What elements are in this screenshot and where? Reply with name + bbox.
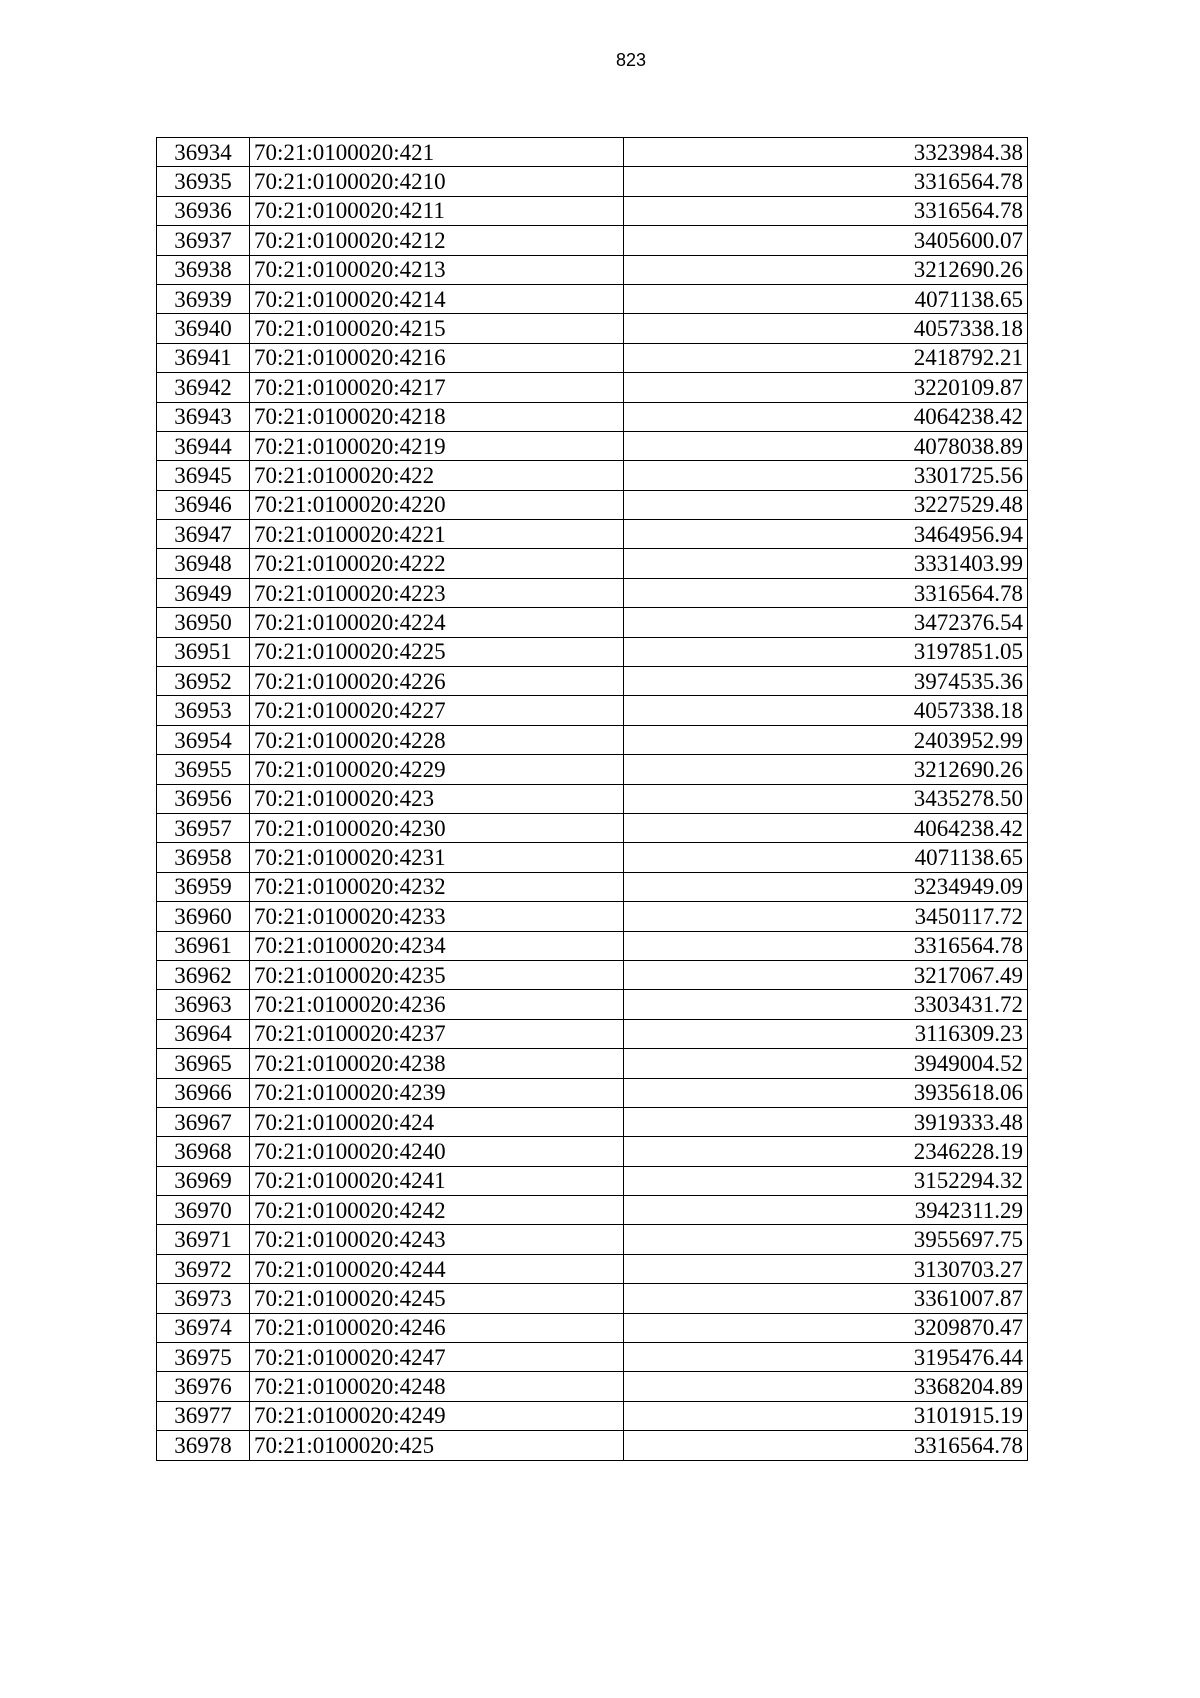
table-row xyxy=(157,1343,1028,1372)
cadastral-number-cell: 70:21:0100020:421 xyxy=(250,138,624,167)
cadastral-number-cell: 70:21:0100020:4245 xyxy=(250,1284,624,1313)
row-number-cell: 36956 xyxy=(157,784,250,813)
cadastral-value-cell: 3303431.72 xyxy=(624,990,1028,1019)
row-number-cell: 36959 xyxy=(157,872,250,901)
row-number-cell: 36972 xyxy=(157,1254,250,1283)
cadastral-number-cell: 70:21:0100020:4216 xyxy=(250,343,624,372)
table-row xyxy=(157,725,1028,754)
cadastral-number-cell: 70:21:0100020:4225 xyxy=(250,637,624,666)
cadastral-number-cell: 70:21:0100020:4223 xyxy=(250,578,624,607)
row-number-cell: 36940 xyxy=(157,314,250,343)
cadastral-value-cell: 3955697.75 xyxy=(624,1225,1028,1254)
cadastral-value-cell: 3316564.78 xyxy=(624,578,1028,607)
cadastral-value-cell: 3935618.06 xyxy=(624,1078,1028,1107)
cadastral-value-cell: 3361007.87 xyxy=(624,1284,1028,1313)
cadastral-number-cell: 70:21:0100020:4211 xyxy=(250,196,624,225)
cadastral-value-cell: 3116309.23 xyxy=(624,1019,1028,1048)
cadastral-number-cell: 70:21:0100020:4224 xyxy=(250,608,624,637)
table-row xyxy=(157,255,1028,284)
cadastral-number-cell: 70:21:0100020:4228 xyxy=(250,725,624,754)
row-number-cell: 36947 xyxy=(157,520,250,549)
row-number-cell: 36971 xyxy=(157,1225,250,1254)
table-row xyxy=(157,373,1028,402)
table-row xyxy=(157,755,1028,784)
table-row xyxy=(157,696,1028,725)
table-row xyxy=(157,931,1028,960)
table-row xyxy=(157,431,1028,460)
table-row xyxy=(157,608,1028,637)
table-row xyxy=(157,402,1028,431)
cadastral-value-cell: 4064238.42 xyxy=(624,813,1028,842)
cadastral-value-cell: 3316564.78 xyxy=(624,931,1028,960)
cadastral-value-cell: 3974535.36 xyxy=(624,667,1028,696)
cadastral-value-cell: 3316564.78 xyxy=(624,196,1028,225)
cadastral-value-cell: 3942311.29 xyxy=(624,1196,1028,1225)
cadastral-value-cell: 3220109.87 xyxy=(624,373,1028,402)
cadastral-value-cell: 4078038.89 xyxy=(624,431,1028,460)
cadastral-value-cell: 3197851.05 xyxy=(624,637,1028,666)
row-number-cell: 36974 xyxy=(157,1313,250,1342)
row-number-cell: 36939 xyxy=(157,284,250,313)
table-row xyxy=(157,196,1028,225)
cadastral-value-cell: 3316564.78 xyxy=(624,1431,1028,1460)
row-number-cell: 36967 xyxy=(157,1107,250,1136)
row-number-cell: 36976 xyxy=(157,1372,250,1401)
row-number-cell: 36951 xyxy=(157,637,250,666)
cadastral-value-cell: 3212690.26 xyxy=(624,755,1028,784)
cadastral-number-cell: 70:21:0100020:4227 xyxy=(250,696,624,725)
cadastral-value-cell: 3919333.48 xyxy=(624,1107,1028,1136)
row-number-cell: 36936 xyxy=(157,196,250,225)
cadastral-number-cell: 70:21:0100020:4242 xyxy=(250,1196,624,1225)
table-row xyxy=(157,990,1028,1019)
cadastral-value-cell: 4057338.18 xyxy=(624,696,1028,725)
table-row xyxy=(157,284,1028,313)
cadastral-number-cell: 70:21:0100020:4238 xyxy=(250,1049,624,1078)
row-number-cell: 36950 xyxy=(157,608,250,637)
cadastral-number-cell: 70:21:0100020:4230 xyxy=(250,813,624,842)
cadastral-number-cell: 70:21:0100020:4247 xyxy=(250,1343,624,1372)
table-row xyxy=(157,1137,1028,1166)
row-number-cell: 36948 xyxy=(157,549,250,578)
table-row xyxy=(157,549,1028,578)
cadastral-number-cell: 70:21:0100020:4231 xyxy=(250,843,624,872)
table-row xyxy=(157,1372,1028,1401)
page-number: 823 xyxy=(615,50,647,70)
table-row xyxy=(157,843,1028,872)
cadastral-value-cell: 2403952.99 xyxy=(624,725,1028,754)
table-row xyxy=(157,1107,1028,1136)
cadastral-value-cell: 3464956.94 xyxy=(624,520,1028,549)
table-row xyxy=(157,461,1028,490)
table-row xyxy=(157,667,1028,696)
cadastral-value-cell: 3195476.44 xyxy=(624,1343,1028,1372)
cadastral-value-cell: 3331403.99 xyxy=(624,549,1028,578)
row-number-cell: 36934 xyxy=(157,138,250,167)
cadastral-value-cell: 3212690.26 xyxy=(624,255,1028,284)
cadastral-value-cell: 3323984.38 xyxy=(624,138,1028,167)
row-number-cell: 36935 xyxy=(157,167,250,196)
cadastral-value-cell: 3130703.27 xyxy=(624,1254,1028,1283)
row-number-cell: 36942 xyxy=(157,373,250,402)
cadastral-number-cell: 70:21:0100020:4234 xyxy=(250,931,624,960)
row-number-cell: 36946 xyxy=(157,490,250,519)
table-body xyxy=(157,138,1028,1461)
table-row xyxy=(157,1313,1028,1342)
cadastral-value-cell: 3301725.56 xyxy=(624,461,1028,490)
cadastral-value-cell: 3949004.52 xyxy=(624,1049,1028,1078)
cadastral-value-cell: 2418792.21 xyxy=(624,343,1028,372)
table-row xyxy=(157,1196,1028,1225)
row-number-cell: 36938 xyxy=(157,255,250,284)
cadastral-number-cell: 70:21:0100020:4210 xyxy=(250,167,624,196)
row-number-cell: 36965 xyxy=(157,1049,250,1078)
cadastral-number-cell: 70:21:0100020:4235 xyxy=(250,960,624,989)
cadastral-number-cell: 70:21:0100020:4236 xyxy=(250,990,624,1019)
row-number-cell: 36958 xyxy=(157,843,250,872)
cadastral-number-cell: 70:21:0100020:4221 xyxy=(250,520,624,549)
cadastral-value-cell: 3435278.50 xyxy=(624,784,1028,813)
row-number-cell: 36941 xyxy=(157,343,250,372)
table-row xyxy=(157,490,1028,519)
cadastral-value-table xyxy=(156,137,1028,1461)
table-row xyxy=(157,872,1028,901)
table-row xyxy=(157,902,1028,931)
table-row xyxy=(157,1401,1028,1430)
cadastral-value-cell: 4064238.42 xyxy=(624,402,1028,431)
table-row xyxy=(157,1078,1028,1107)
cadastral-number-cell: 70:21:0100020:4244 xyxy=(250,1254,624,1283)
row-number-cell: 36964 xyxy=(157,1019,250,1048)
cadastral-value-cell: 3316564.78 xyxy=(624,167,1028,196)
cadastral-value-cell: 3227529.48 xyxy=(624,490,1028,519)
row-number-cell: 36963 xyxy=(157,990,250,1019)
table-row xyxy=(157,1166,1028,1195)
cadastral-number-cell: 70:21:0100020:4243 xyxy=(250,1225,624,1254)
cadastral-number-cell: 70:21:0100020:4246 xyxy=(250,1313,624,1342)
cadastral-value-cell: 3209870.47 xyxy=(624,1313,1028,1342)
row-number-cell: 36957 xyxy=(157,813,250,842)
row-number-cell: 36970 xyxy=(157,1196,250,1225)
cadastral-number-cell: 70:21:0100020:4229 xyxy=(250,755,624,784)
row-number-cell: 36962 xyxy=(157,960,250,989)
row-number-cell: 36954 xyxy=(157,725,250,754)
cadastral-number-cell: 70:21:0100020:4232 xyxy=(250,872,624,901)
cadastral-value-cell: 3472376.54 xyxy=(624,608,1028,637)
row-number-cell: 36955 xyxy=(157,755,250,784)
row-number-cell: 36952 xyxy=(157,667,250,696)
row-number-cell: 36953 xyxy=(157,696,250,725)
cadastral-number-cell: 70:21:0100020:4237 xyxy=(250,1019,624,1048)
cadastral-number-cell: 70:21:0100020:4217 xyxy=(250,373,624,402)
table-row xyxy=(157,1225,1028,1254)
row-number-cell: 36961 xyxy=(157,931,250,960)
cadastral-value-cell: 4071138.65 xyxy=(624,284,1028,313)
table-row xyxy=(157,226,1028,255)
table-row xyxy=(157,1431,1028,1460)
row-number-cell: 36975 xyxy=(157,1343,250,1372)
row-number-cell: 36949 xyxy=(157,578,250,607)
table-row xyxy=(157,520,1028,549)
row-number-cell: 36937 xyxy=(157,226,250,255)
row-number-cell: 36960 xyxy=(157,902,250,931)
row-number-cell: 36977 xyxy=(157,1401,250,1430)
row-number-cell: 36966 xyxy=(157,1078,250,1107)
cadastral-value-cell: 3234949.09 xyxy=(624,872,1028,901)
cadastral-number-cell: 70:21:0100020:4222 xyxy=(250,549,624,578)
table-row xyxy=(157,314,1028,343)
cadastral-number-cell: 70:21:0100020:4213 xyxy=(250,255,624,284)
cadastral-number-cell: 70:21:0100020:422 xyxy=(250,461,624,490)
cadastral-value-cell: 3405600.07 xyxy=(624,226,1028,255)
cadastral-number-cell: 70:21:0100020:4215 xyxy=(250,314,624,343)
cadastral-number-cell: 70:21:0100020:4233 xyxy=(250,902,624,931)
cadastral-number-cell: 70:21:0100020:4239 xyxy=(250,1078,624,1107)
row-number-cell: 36945 xyxy=(157,461,250,490)
cadastral-value-cell: 3450117.72 xyxy=(624,902,1028,931)
table-row xyxy=(157,1019,1028,1048)
cadastral-value-cell: 3368204.89 xyxy=(624,1372,1028,1401)
table-row xyxy=(157,167,1028,196)
cadastral-number-cell: 70:21:0100020:4218 xyxy=(250,402,624,431)
cadastral-number-cell: 70:21:0100020:4240 xyxy=(250,1137,624,1166)
cadastral-number-cell: 70:21:0100020:424 xyxy=(250,1107,624,1136)
cadastral-number-cell: 70:21:0100020:4220 xyxy=(250,490,624,519)
table-row xyxy=(157,1284,1028,1313)
row-number-cell: 36943 xyxy=(157,402,250,431)
table-row xyxy=(157,343,1028,372)
cadastral-number-cell: 70:21:0100020:4212 xyxy=(250,226,624,255)
table-row xyxy=(157,960,1028,989)
cadastral-value-cell: 3152294.32 xyxy=(624,1166,1028,1195)
cadastral-number-cell: 70:21:0100020:4241 xyxy=(250,1166,624,1195)
cadastral-value-cell: 2346228.19 xyxy=(624,1137,1028,1166)
cadastral-value-cell: 4071138.65 xyxy=(624,843,1028,872)
table-row xyxy=(157,1254,1028,1283)
row-number-cell: 36978 xyxy=(157,1431,250,1460)
cadastral-value-cell: 3217067.49 xyxy=(624,960,1028,989)
cadastral-number-cell: 70:21:0100020:425 xyxy=(250,1431,624,1460)
cadastral-number-cell: 70:21:0100020:423 xyxy=(250,784,624,813)
table-row xyxy=(157,1049,1028,1078)
cadastral-value-cell: 4057338.18 xyxy=(624,314,1028,343)
table-row xyxy=(157,637,1028,666)
row-number-cell: 36973 xyxy=(157,1284,250,1313)
cadastral-number-cell: 70:21:0100020:4248 xyxy=(250,1372,624,1401)
row-number-cell: 36968 xyxy=(157,1137,250,1166)
table-row xyxy=(157,813,1028,842)
cadastral-number-cell: 70:21:0100020:4214 xyxy=(250,284,624,313)
table-row xyxy=(157,138,1028,167)
cadastral-value-cell: 3101915.19 xyxy=(624,1401,1028,1430)
row-number-cell: 36944 xyxy=(157,431,250,460)
row-number-cell: 36969 xyxy=(157,1166,250,1195)
cadastral-number-cell: 70:21:0100020:4249 xyxy=(250,1401,624,1430)
cadastral-number-cell: 70:21:0100020:4219 xyxy=(250,431,624,460)
table-row xyxy=(157,784,1028,813)
table-row xyxy=(157,578,1028,607)
cadastral-number-cell: 70:21:0100020:4226 xyxy=(250,667,624,696)
